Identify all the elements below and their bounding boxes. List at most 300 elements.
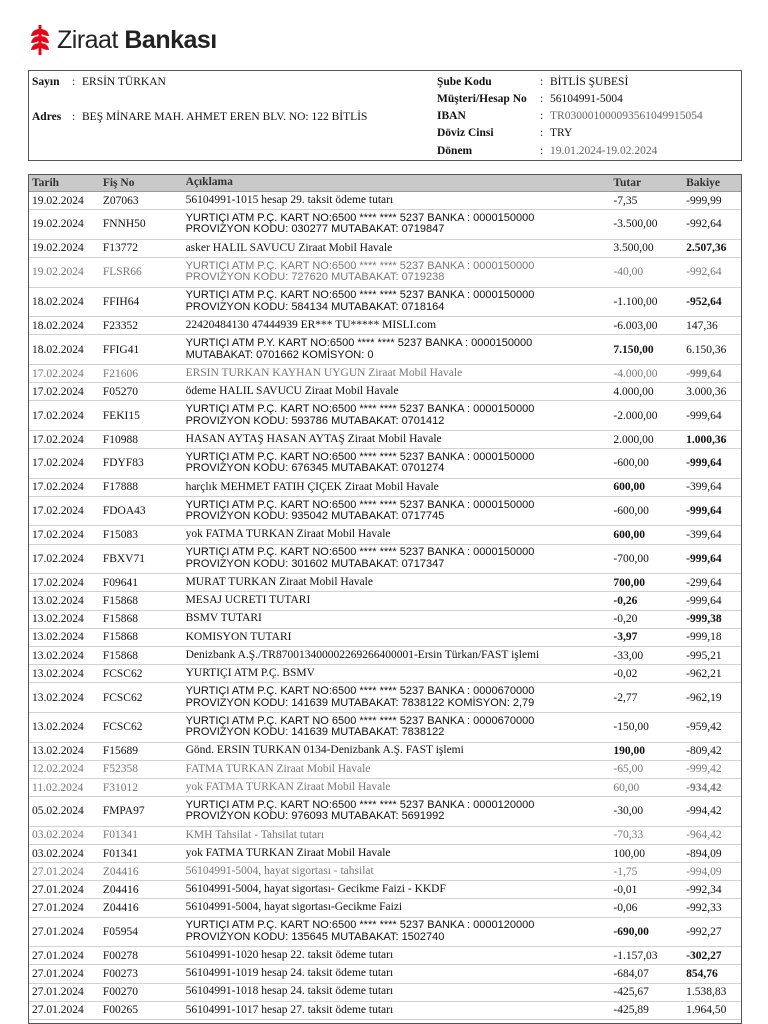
cell-tutar: -1.157,03: [613, 949, 658, 962]
cell-tutar: 4.000,00: [613, 385, 654, 398]
table-row: [29, 761, 741, 779]
cell-tutar: -700,00: [613, 552, 649, 565]
cell-description: [186, 920, 612, 943]
description-line-1: KMH Tahsilat - Tahsilat tutarı: [185, 829, 325, 841]
cell-description: [186, 782, 612, 794]
cell-tutar: -70,33: [613, 829, 644, 842]
description-line-1: Denizbank A.Ş./TR870013400002269266400001-Ersin Türkan/FAST işlemi: [185, 649, 540, 661]
table-row: [29, 683, 741, 713]
description-line-2: PROVIZYON KODU: 135645 MUTABAKAT: 1502740: [185, 930, 445, 943]
cell-bakiye: -999,64: [686, 595, 722, 608]
table-row: [29, 827, 741, 845]
customer-address: BEŞ MİNARE MAH. AHMET EREN BLV. NO: 122 BİTLİS: [82, 110, 368, 123]
cell-date: 13.02.2024: [32, 649, 84, 662]
description-line-1: yok FATMA TÜRKAN Ziraat Mobil Havale: [185, 529, 391, 541]
cell-tutar: -0,20: [613, 613, 638, 626]
header-date: Tarih: [32, 177, 60, 189]
cell-description: [186, 848, 612, 860]
cell-date: 12.02.2024: [32, 763, 84, 776]
cell-date: 17.02.2024: [32, 576, 84, 589]
cell-tutar: -3.500,00: [613, 218, 658, 231]
cell-description: [186, 716, 612, 739]
description-line-1: MESAJ ÜCRETİ TUTARI: [185, 595, 311, 607]
header-bakiye: Bakiye: [686, 177, 721, 189]
cell-description: [186, 986, 612, 998]
cell-description: [186, 800, 612, 823]
description-line-1: 56104991-1019 hesap 24. taksit ödeme tutarı: [185, 968, 394, 980]
cell-date: 17.02.2024: [32, 529, 84, 542]
description-line-1: YURTİÇİ ATM P.Ç. KART NO:6500 **** **** 5237 BANKA : 0000150000: [185, 499, 535, 511]
cell-date: 27.01.2024: [32, 986, 84, 999]
cell-fis: F00278: [102, 949, 138, 962]
cell-fis: F15868: [102, 631, 138, 644]
cell-description: [186, 547, 612, 570]
cell-bakiye: -934,42: [686, 781, 722, 794]
customer-no-value: 56104991-5004: [550, 92, 623, 105]
cell-fis: F01341: [102, 847, 138, 860]
cell-fis: F15868: [102, 613, 138, 626]
cell-bakiye: -894,09: [686, 847, 722, 860]
cell-description: [186, 866, 612, 878]
branch-row: Şube Kodu : BİTLİS ŞUBESİ: [437, 75, 629, 88]
cell-tutar: -2.000,00: [613, 409, 658, 422]
cell-tutar: 3.500,00: [613, 242, 654, 255]
table-row: [29, 881, 741, 899]
cell-description: [186, 686, 612, 709]
cell-bakiye: -809,42: [686, 745, 722, 758]
iban-value: TR030001000093561049915054: [550, 109, 703, 122]
table-row: [29, 545, 741, 575]
cell-description: [186, 195, 612, 207]
cell-fis: F13772: [102, 242, 138, 255]
cell-date: 13.02.2024: [32, 613, 84, 626]
iban-row: IBAN : TR030001000093561049915054: [437, 109, 703, 122]
description-line-2: PROVIZYON KODU: 030277 MUTABAKAT: 0719847: [185, 223, 445, 236]
cell-tutar: -3,97: [613, 631, 638, 644]
cell-fis: F00270: [102, 986, 138, 999]
cell-date: 27.01.2024: [32, 968, 84, 981]
cell-tutar: -600,00: [613, 505, 649, 518]
table-row: [29, 918, 741, 948]
cell-description: [186, 613, 612, 625]
cell-bakiye: -962,21: [686, 667, 722, 680]
table-row: [29, 240, 741, 258]
cell-tutar: -4.000,00: [613, 367, 658, 380]
description-line-1: YURTİÇİ ATM P.Ç. KART NO:6500 **** **** 5237 BANKA : 0000150000: [185, 547, 535, 559]
cell-date: 17.02.2024: [32, 481, 84, 494]
cell-fis: F05270: [102, 385, 138, 398]
description-line-1: Gönd. ERSİN TÜRKAN 0134-Denizbank A.Ş. FAST işlemi: [185, 745, 464, 757]
description-line-1: YURTİÇİ ATM P.Ç. KART NO:6500 **** **** 5237 BANKA : 0000120000: [185, 799, 535, 811]
cell-description: [186, 650, 612, 662]
cell-date: 27.01.2024: [32, 865, 84, 878]
cell-description: [186, 338, 612, 361]
table-row: [29, 713, 741, 743]
cell-bakiye: 1.000,36: [686, 433, 727, 446]
account-info-box: [28, 70, 742, 161]
cell-description: [186, 595, 612, 607]
bank-name: Ziraat Bankası: [57, 25, 217, 54]
cell-description: [186, 950, 612, 962]
cell-description: [186, 968, 612, 980]
table-row: [29, 629, 741, 647]
cell-bakiye: -999,64: [686, 409, 722, 422]
cell-description: [186, 243, 612, 255]
cell-tutar: -690,00: [613, 925, 649, 938]
cell-bakiye: -992,34: [686, 883, 722, 896]
cell-date: 27.01.2024: [32, 1004, 84, 1017]
table-row: [29, 574, 741, 592]
table-row: [29, 383, 741, 401]
description-line-1: YURTİÇİ ATM P.Ç. KART NO:6500 **** **** 5237 BANKA : 0000150000: [185, 290, 535, 302]
description-line-1: YURTİÇİ ATM P.Ç. KART NO:6500 **** **** 5237 BANKA : 0000670000: [185, 686, 535, 698]
cell-tutar: -65,00: [613, 763, 644, 776]
description-line-1: 56104991-5004, hayat sigortası-Gecikme Faizi: [185, 902, 403, 914]
cell-fis: Z04416: [102, 883, 139, 896]
customer-address-row: Adres : BEŞ MİNARE MAH. AHMET EREN BLV. NO: 122 BİTLİS: [32, 110, 368, 123]
cell-bakiye: -952,64: [686, 295, 722, 308]
cell-description: [186, 884, 612, 896]
cell-fis: Z04416: [102, 902, 139, 915]
cell-tutar: 190,00: [613, 745, 645, 758]
description-line-1: 56104991-1018 hesap 24. taksit ödeme tutarı: [185, 986, 394, 998]
cell-tutar: -6.003,00: [613, 319, 658, 332]
cell-bakiye: 6.150,36: [686, 343, 727, 356]
cell-date: 11.02.2024: [32, 781, 84, 794]
cell-bakiye: -999,38: [686, 613, 722, 626]
table-row: [29, 743, 741, 761]
cell-tutar: -0,26: [613, 595, 638, 608]
table-row: [29, 611, 741, 629]
cell-date: 13.02.2024: [32, 667, 84, 680]
cell-date: 17.02.2024: [32, 385, 84, 398]
cell-bakiye: -994,09: [686, 865, 722, 878]
cell-bakiye: 854,76: [686, 968, 718, 981]
description-line-1: asker HALİL SAVUCU Ziraat Mobil Havale: [185, 242, 393, 254]
description-line-1: YURTİÇİ ATM P.Ç. KART NO:6500 **** **** 5237 BANKA : 0000150000: [185, 212, 535, 224]
cell-tutar: -684,07: [613, 968, 649, 981]
description-line-1: 56104991-1020 hesap 22. taksit ödeme tutarı: [185, 950, 394, 962]
cell-bakiye: -994,42: [686, 805, 722, 818]
cell-date: 27.01.2024: [32, 883, 84, 896]
cell-fis: F15083: [102, 529, 138, 542]
cell-description: [186, 404, 612, 427]
cell-fis: FCSC62: [102, 667, 143, 680]
cell-description: [186, 1005, 612, 1017]
cell-date: 13.02.2024: [32, 595, 84, 608]
cell-bakiye: -999,64: [686, 457, 722, 470]
description-line-2: PROVIZYON KODU: 593786 MUTABAKAT: 0701412: [185, 414, 445, 427]
cell-bakiye: -999,64: [686, 552, 722, 565]
cell-fis: FBXV71: [102, 552, 145, 565]
cell-tutar: 700,00: [613, 576, 645, 589]
cell-tutar: -2,77: [613, 691, 638, 704]
table-row: [29, 431, 741, 449]
description-line-1: YURTİÇİ ATM P.Ç. KART NO 6500 **** **** 5237 BANKA : 0000670000: [185, 715, 535, 727]
cell-tutar: -7,35: [613, 194, 638, 207]
cell-fis: FCSC62: [102, 721, 143, 734]
cell-fis: Z07063: [102, 194, 139, 207]
cell-tutar: -0,02: [613, 667, 638, 680]
table-row: [29, 965, 741, 983]
table-row: [29, 258, 741, 288]
cell-bakiye: -959,42: [686, 721, 722, 734]
cell-date: 17.02.2024: [32, 409, 84, 422]
table-row: [29, 479, 741, 497]
cell-fis: F31012: [102, 781, 138, 794]
cell-bakiye: -992,33: [686, 902, 722, 915]
cell-fis: F21606: [102, 367, 138, 380]
cell-fis: FFIG41: [102, 343, 140, 356]
customer-no-row: Müşteri/Hesap No : 56104991-5004: [437, 92, 623, 105]
bank-logo: [28, 20, 218, 60]
cell-bakiye: -399,64: [686, 481, 722, 494]
cell-description: [186, 261, 612, 284]
cell-fis: F01341: [102, 829, 138, 842]
description-line-1: yok FATMA TÜRKAN Ziraat Mobil Havale: [185, 781, 391, 793]
table-row: [29, 288, 741, 318]
cell-description: [186, 452, 612, 475]
cell-fis: F15868: [102, 649, 138, 662]
cell-tutar: -1.100,00: [613, 295, 658, 308]
cell-tutar: 600,00: [613, 529, 645, 542]
cell-description: [186, 386, 612, 398]
description-line-2: PROVIZYON KODU: 727620 MUTABAKAT: 0719238: [185, 271, 445, 284]
cell-date: 18.02.2024: [32, 319, 84, 332]
header-tutar: Tutar: [613, 177, 642, 189]
cell-date: 19.02.2024: [32, 218, 84, 231]
cell-date: 13.02.2024: [32, 745, 84, 758]
cell-fis: F17888: [102, 481, 138, 494]
cell-date: 17.02.2024: [32, 457, 84, 470]
cell-bakiye: -992,64: [686, 266, 722, 279]
cell-tutar: -30,00: [613, 805, 644, 818]
description-line-2: PROVIZYON KODU: 976093 MUTABAKAT: 5691992: [185, 810, 445, 823]
cell-bakiye: -992,64: [686, 218, 722, 231]
table-row: [29, 1002, 741, 1020]
description-line-1: ödeme HALİL SAVUCU Ziraat Mobil Havale: [185, 385, 399, 397]
cell-bakiye: -299,64: [686, 576, 722, 589]
table-row: [29, 984, 741, 1002]
description-line-1: KOMİSYON TUTARI: [185, 631, 292, 643]
currency-value: TRY: [550, 126, 573, 139]
currency-row: Döviz Cinsi : TRY: [437, 126, 573, 139]
cell-bakiye: 147,36: [686, 319, 718, 332]
table-header: [29, 175, 741, 192]
description-line-1: HASAN AYTAŞ HASAN AYTAŞ Ziraat Mobil Havale: [185, 433, 442, 445]
cell-tutar: -425,67: [613, 986, 649, 999]
cell-fis: Z04416: [102, 865, 139, 878]
cell-fis: FCSC62: [102, 691, 143, 704]
description-line-1: BSMV TUTARI: [185, 613, 262, 625]
cell-description: [186, 668, 612, 680]
cell-bakiye: -999,99: [686, 194, 722, 207]
description-line-1: 56104991-1017 hesap 27. taksit ödeme tutarı: [185, 1004, 394, 1016]
cell-fis: F00273: [102, 968, 138, 981]
cell-date: 19.02.2024: [32, 194, 84, 207]
description-line-2: PROVIZYON KODU: 141639 MUTABAKAT: 7838122 KOMİSYON: 2,79: [185, 696, 535, 709]
cell-date: 05.02.2024: [32, 805, 84, 818]
cell-description: [186, 577, 612, 589]
cell-description: [186, 482, 612, 494]
table-row: [29, 317, 741, 335]
cell-bakiye: -399,64: [686, 529, 722, 542]
customer-name-row: Sayın : ERSİN TÜRKAN: [32, 75, 166, 88]
cell-fis: FFIH64: [102, 295, 140, 308]
table-row: [29, 863, 741, 881]
description-line-2: PROVIZYON KODU: 935042 MUTABAKAT: 0717745: [185, 510, 445, 523]
cell-date: 19.02.2024: [32, 242, 84, 255]
description-line-1: YURTİÇİ ATM P.Ç. KART NO:6500 **** **** 5237 BANKA : 0000150000: [185, 260, 535, 272]
cell-date: 17.02.2024: [32, 505, 84, 518]
cell-fis: FDYF83: [102, 457, 144, 470]
cell-tutar: 100,00: [613, 847, 645, 860]
description-line-2: MUTABAKAT: 0701662 KOMİSYON: 0: [185, 348, 374, 361]
cell-bakiye: 1.964,50: [686, 1004, 727, 1017]
description-line-2: PROVIZYON KODU: 141639 MUTABAKAT: 7838122: [185, 726, 445, 739]
cell-fis: F52358: [102, 763, 138, 776]
cell-date: 18.02.2024: [32, 295, 84, 308]
cell-fis: F15868: [102, 595, 138, 608]
table-row: [29, 192, 741, 210]
cell-tutar: -425,89: [613, 1004, 649, 1017]
branch-value: BİTLİS ŞUBESİ: [550, 75, 629, 88]
cell-date: 17.02.2024: [32, 433, 84, 446]
cell-date: 13.02.2024: [32, 721, 84, 734]
cell-tutar: -0,01: [613, 883, 638, 896]
cell-bakiye: 2.507,36: [686, 242, 727, 255]
cell-bakiye: -964,42: [686, 829, 722, 842]
table-row: [29, 210, 741, 240]
description-line-1: YURTİÇİ ATM P.Y. KART NO:6500 **** **** 5237 BANKA : 0000150000: [185, 338, 533, 350]
description-line-1: 56104991-1015 hesap 29. taksit ödeme tutarı: [185, 194, 394, 206]
table-row: [29, 365, 741, 383]
cell-bakiye: 1.538,83: [686, 986, 727, 999]
cell-description: [186, 764, 612, 776]
table-row: [29, 335, 741, 365]
cell-date: 27.01.2024: [32, 925, 84, 938]
cell-tutar: 60,00: [613, 781, 640, 794]
period-row: Dönem : 19.01.2024-19.02.2024: [437, 144, 658, 157]
cell-fis: F09641: [102, 576, 138, 589]
description-line-1: YURTİÇİ ATM P.Ç. KART NO:6500 **** **** 5237 BANKA : 0000150000: [185, 404, 535, 416]
cell-tutar: -40,00: [613, 266, 644, 279]
description-line-1: YURTİÇİ ATM P.Ç. KART NO:6500 **** **** 5237 BANKA : 0000150000: [185, 451, 535, 463]
cell-fis: FNNH50: [102, 218, 146, 231]
table-body: [29, 192, 741, 1020]
cell-bakiye: -302,27: [686, 949, 722, 962]
cell-bakiye: -962,19: [686, 691, 722, 704]
cell-date: 27.01.2024: [32, 949, 84, 962]
cell-bakiye: -999,64: [686, 367, 722, 380]
cell-description: [186, 320, 612, 332]
cell-fis: F15689: [102, 745, 138, 758]
period-value: 19.01.2024-19.02.2024: [550, 144, 658, 157]
cell-description: [186, 368, 612, 380]
cell-date: 13.02.2024: [32, 631, 84, 644]
cell-description: [186, 902, 612, 914]
cell-bakiye: -999,64: [686, 505, 722, 518]
cell-bakiye: -992,27: [686, 925, 722, 938]
cell-tutar: 7.150,00: [613, 343, 654, 356]
cell-date: 17.02.2024: [32, 552, 84, 565]
cell-description: [186, 529, 612, 541]
description-line-1: YURTİÇİ ATM P.Ç. BSMV: [185, 668, 315, 680]
table-row: [29, 899, 741, 917]
table-row: [29, 497, 741, 527]
cell-fis: FMPA97: [102, 805, 145, 818]
cell-fis: F23352: [102, 319, 138, 332]
description-line-1: 56104991-5004, hayat sigortası - tahsilat: [185, 865, 374, 877]
cell-fis: FEKI15: [102, 409, 140, 422]
description-line-2: PROVIZYON KODU: 676345 MUTABAKAT: 0701274: [185, 462, 445, 475]
cell-tutar: -600,00: [613, 457, 649, 470]
cell-description: [186, 213, 612, 236]
header-fis: Fiş No: [102, 177, 135, 189]
cell-date: 17.02.2024: [32, 367, 84, 380]
cell-description: [186, 500, 612, 523]
table-row: [29, 401, 741, 431]
description-line-1: yok FATMA TÜRKAN Ziraat Mobil Havale: [185, 847, 391, 859]
cell-date: 03.02.2024: [32, 847, 84, 860]
cell-date: 13.02.2024: [32, 691, 84, 704]
cell-tutar: 2.000,00: [613, 433, 654, 446]
description-line-1: MURAT TÜRKAN Ziraat Mobil Havale: [185, 577, 373, 589]
cell-tutar: -0,06: [613, 902, 638, 915]
cell-tutar: -1,75: [613, 865, 638, 878]
cell-date: 27.01.2024: [32, 902, 84, 915]
description-line-1: FATMA TÜRKAN Ziraat Mobil Havale: [185, 763, 371, 775]
cell-fis: FLSR66: [102, 266, 142, 279]
cell-bakiye: -999,18: [686, 631, 722, 644]
table-row: [29, 947, 741, 965]
cell-tutar: -33,00: [613, 649, 644, 662]
table-row: [29, 449, 741, 479]
cell-fis: F10988: [102, 433, 138, 446]
customer-name: ERSİN TÜRKAN: [82, 75, 166, 88]
table-row: [29, 797, 741, 827]
table-row: [29, 592, 741, 610]
description-line-2: PROVIZYON KODU: 584134 MUTABAKAT: 0718164: [185, 300, 445, 313]
cell-description: [186, 434, 612, 446]
ziraat-wheat-icon: [28, 23, 52, 57]
header-desc: Açıklama: [185, 177, 233, 189]
table-row: [29, 779, 741, 797]
description-line-1: 56104991-5004, hayat sigortası- Gecikme Faizi - KKDF: [185, 884, 446, 896]
cell-description: [186, 830, 612, 842]
cell-fis: F00265: [102, 1004, 138, 1017]
cell-bakiye: -995,21: [686, 649, 722, 662]
cell-date: 19.02.2024: [32, 266, 84, 279]
table-row: [29, 647, 741, 665]
cell-bakiye: -999,42: [686, 763, 722, 776]
cell-tutar: -150,00: [613, 721, 649, 734]
description-line-1: 22420484130 47444939 ER*** TÜ***** MİSLİ.com: [185, 320, 437, 331]
cell-date: 18.02.2024: [32, 343, 84, 356]
cell-bakiye: 3.000,36: [686, 385, 727, 398]
description-line-1: YURTİÇİ ATM P.Ç. KART NO:6500 **** **** 5237 BANKA : 0000120000: [185, 920, 535, 932]
cell-fis: FDOA43: [102, 505, 146, 518]
cell-tutar: 600,00: [613, 481, 645, 494]
cell-fis: F05954: [102, 925, 138, 938]
cell-description: [186, 290, 612, 313]
table-row: [29, 845, 741, 863]
cell-description: [186, 745, 612, 757]
cell-description: [186, 632, 612, 644]
description-line-1: ERSİN TÜRKAN KAYHAN UYĞUN Ziraat Mobil Havale: [185, 367, 463, 379]
transactions-table: [28, 174, 742, 1024]
description-line-2: PROVIZYON KODU: 301602 MUTABAKAT: 0717347: [185, 557, 445, 570]
